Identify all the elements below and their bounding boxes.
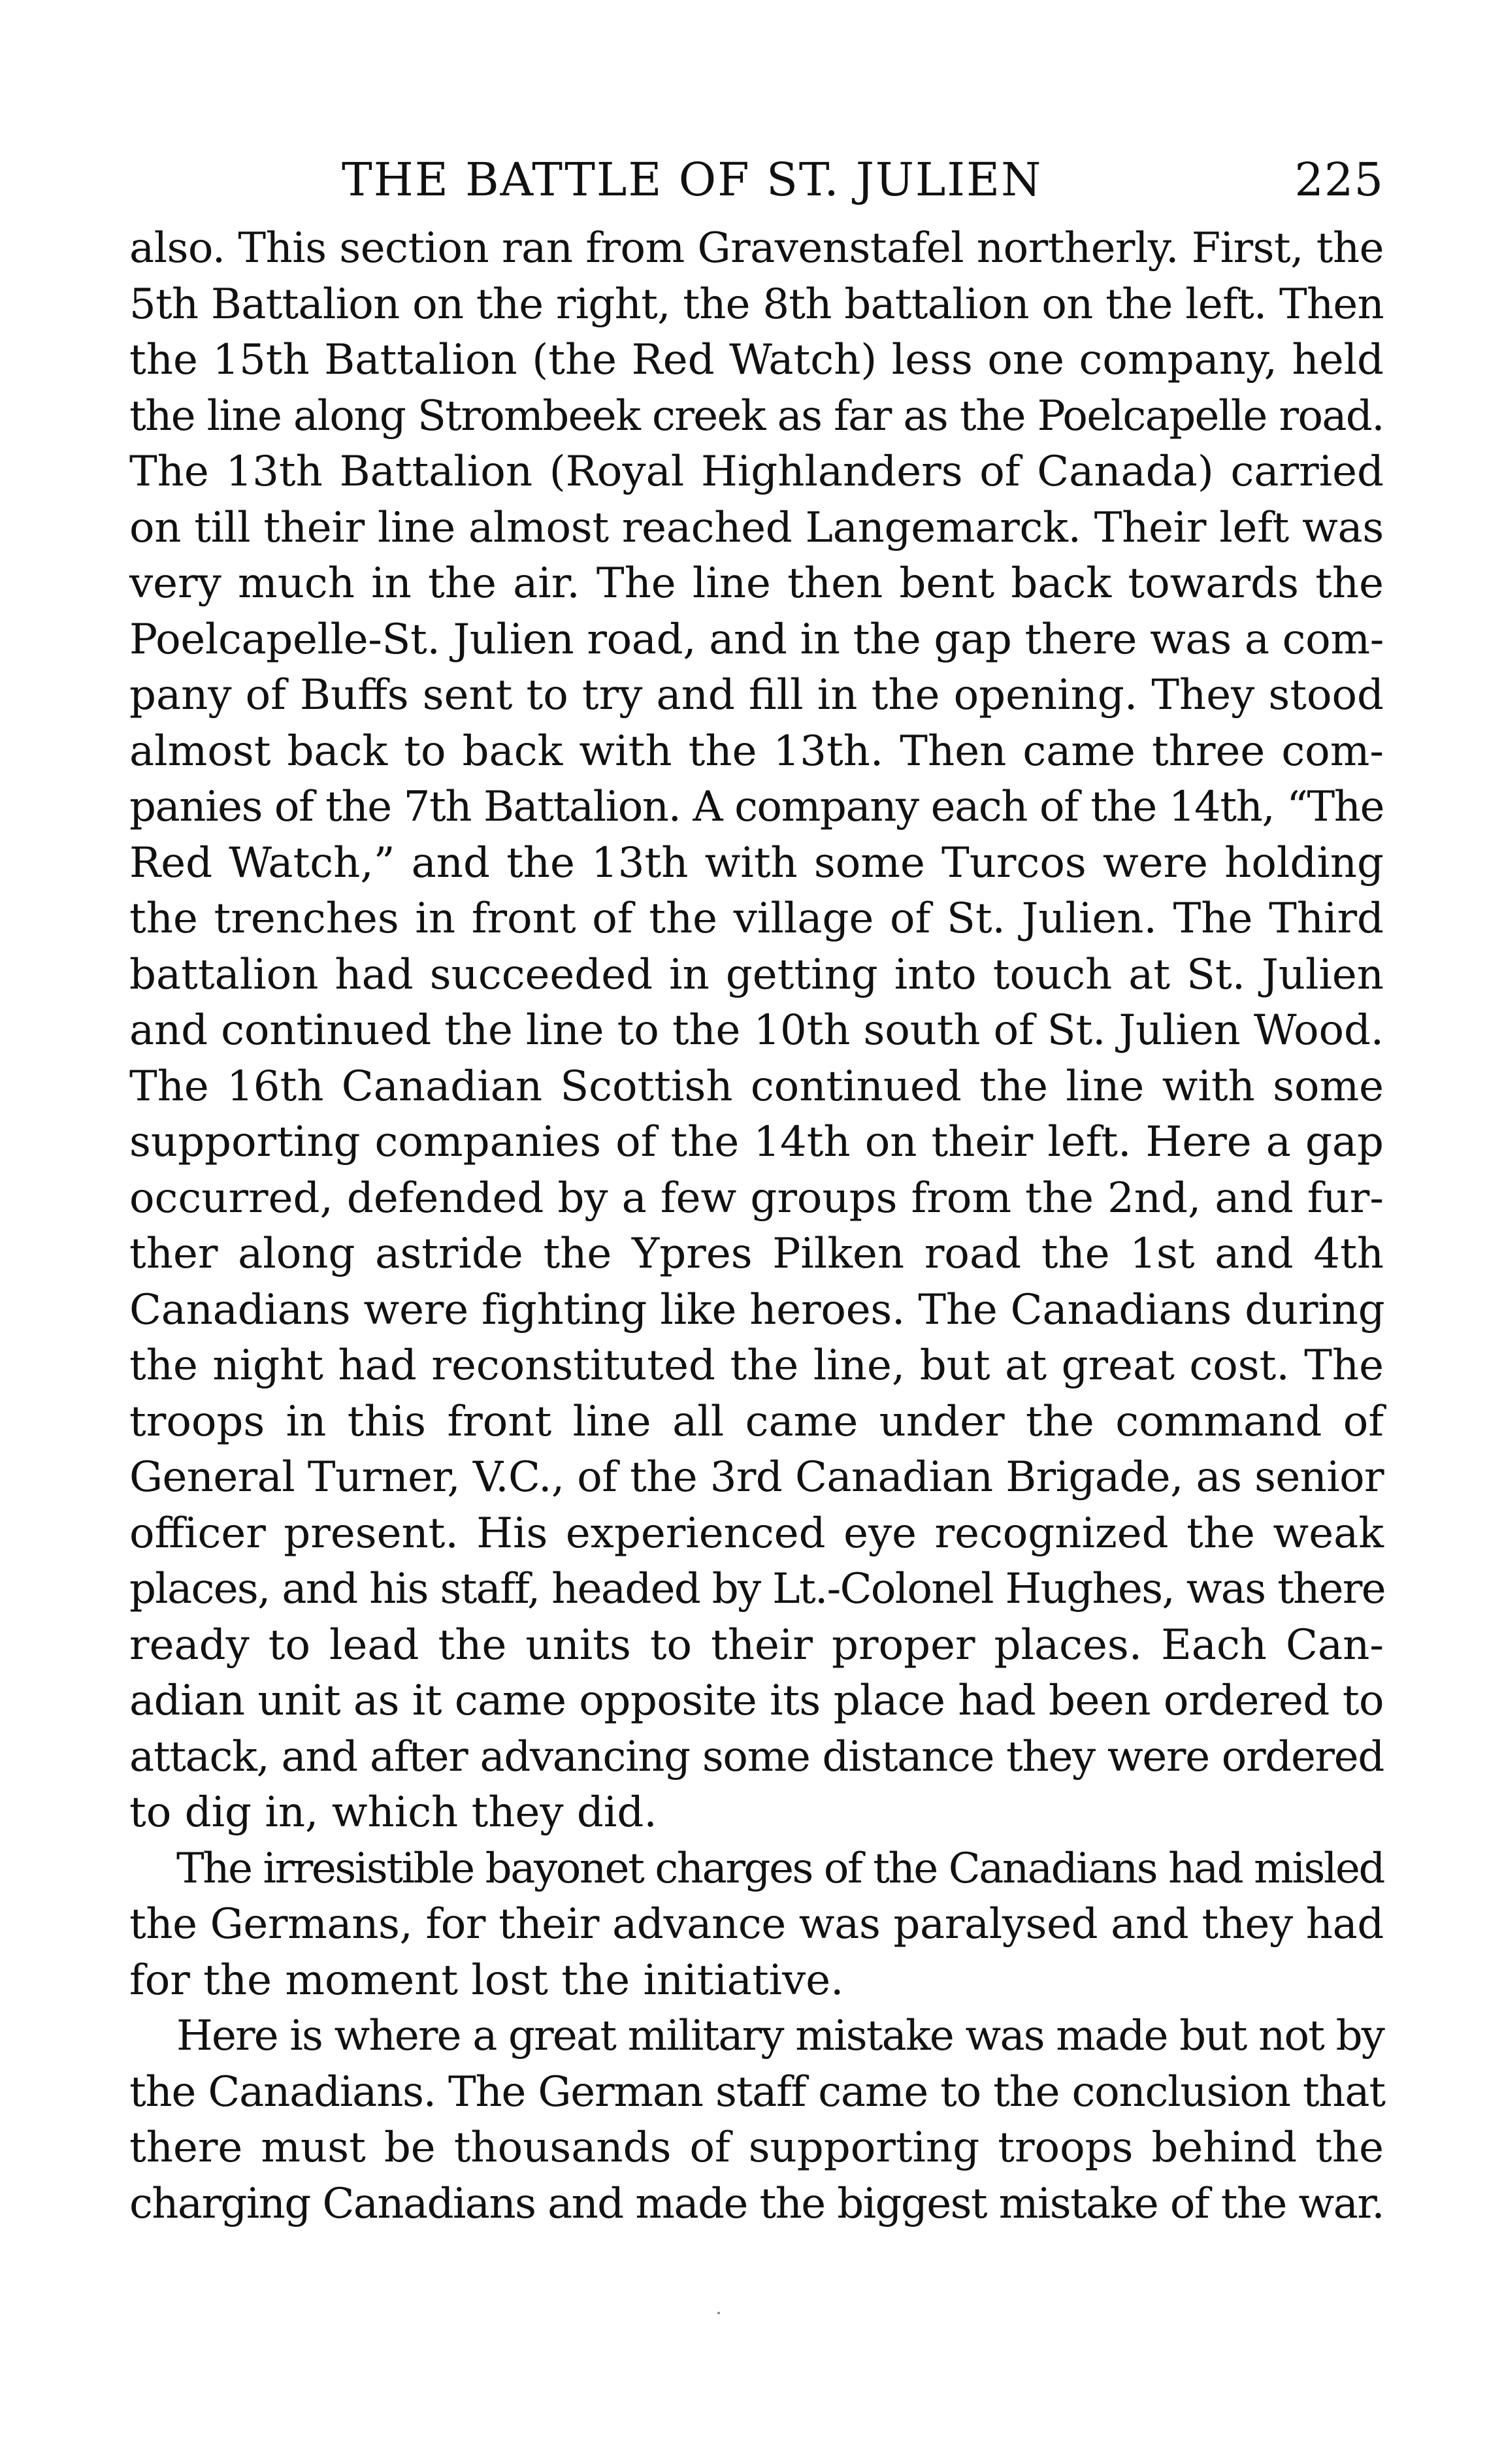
text-line: on till their line almost reached Langemarck. Their left was: [129, 503, 1384, 552]
text-line: the trenches in front of the village of St. Julien. The Third: [129, 895, 1384, 943]
text-line: the night had reconstituted the line, but at great cost. The: [129, 1341, 1384, 1390]
text-line: Canadians were fighting like heroes. The Canadians during: [129, 1285, 1385, 1334]
text-line: the Canadians. The German staff came to the conclusion that: [129, 2067, 1385, 2116]
text-line: charging Canadians and made the biggest mistake of the war.: [129, 2179, 1384, 2228]
text-line: General Turner, V.C., of the 3rd Canadian Brigade, as senior: [129, 1453, 1384, 1502]
text-line: Poelcapelle-St. Julien road, and in the gap there was a com-: [129, 615, 1384, 664]
text-line: battalion had succeeded in getting into touch at St. Julien: [129, 950, 1384, 999]
text-line: ther along astride the Ypres Pilken road the 1st and 4th: [129, 1230, 1384, 1278]
text-line: attack, and after advancing some distance they were ordered: [129, 1732, 1384, 1781]
text-line: The 16th Canadian Scottish continued the line with some: [129, 1062, 1384, 1111]
text-line: ready to lead the units to their proper places. Each Can-: [129, 1620, 1384, 1669]
text-line: the line along Strombeek creek as far as the Poelcapelle road.: [129, 391, 1384, 440]
text-line: 5th Battalion on the right, the 8th battalion on the left. Then: [129, 280, 1384, 329]
running-title: THE BATTLE OF ST. JULIEN: [342, 153, 1043, 206]
text-line: for the moment lost the initiative.: [129, 1956, 844, 2005]
text-line: to dig in, which they did.: [129, 1788, 657, 1837]
text-line: occurred, defended by a few groups from the 2nd, and fur-: [129, 1174, 1384, 1223]
text-line: supporting companies of the 14th on their left. Here a gap: [129, 1118, 1384, 1166]
text-line: the 15th Battalion (the Red Watch) less one company, held: [129, 336, 1384, 384]
text-line: there must be thousands of supporting troops behind the: [129, 2124, 1384, 2172]
text-line: panies of the 7th Battalion. A company each of the 14th, “The: [129, 783, 1384, 831]
text-line: adian unit as it came opposite its place had been ordered to: [129, 1677, 1384, 1725]
text-line: Here is where a great military mistake was made but not by: [176, 2012, 1384, 2060]
text-line: places, and his staff, headed by Lt.-Colonel Hughes, was there: [129, 1565, 1385, 1613]
text-line: The irresistible bayonet charges of the Canadians had misled: [176, 1844, 1384, 1893]
paragraph-1: [129, 221, 1384, 1841]
text-line: Red Watch,” and the 13th with some Turcos were holding: [129, 838, 1384, 887]
text-line: troops in this front line all came under the command of: [129, 1397, 1384, 1446]
text-line: the Germans, for their advance was paralysed and they had: [129, 1900, 1384, 1948]
text-line: and continued the line to the 10th south of St. Julien Wood.: [129, 1006, 1384, 1055]
book-page: [129, 144, 1384, 2232]
text-line: almost back to back with the 13th. Then came three com-: [129, 727, 1384, 776]
paragraph-2: [129, 1841, 1384, 2009]
page-number: 225: [1294, 153, 1384, 206]
text-line: The 13th Battalion (Royal Highlanders of Canada) carried: [129, 448, 1384, 496]
text-line: pany of Buffs sent to try and fill in the opening. They stood: [129, 671, 1384, 719]
body-text: [129, 221, 1384, 2232]
running-head: [129, 144, 1384, 216]
paragraph-3: [129, 2009, 1384, 2232]
scan-speck: [717, 2312, 720, 2314]
text-line: also. This section ran from Gravenstafel northerly. First, the: [129, 224, 1384, 272]
text-line: very much in the air. The line then bent back towards the: [129, 559, 1384, 608]
text-line: officer present. His experienced eye recognized the weak: [129, 1509, 1384, 1558]
